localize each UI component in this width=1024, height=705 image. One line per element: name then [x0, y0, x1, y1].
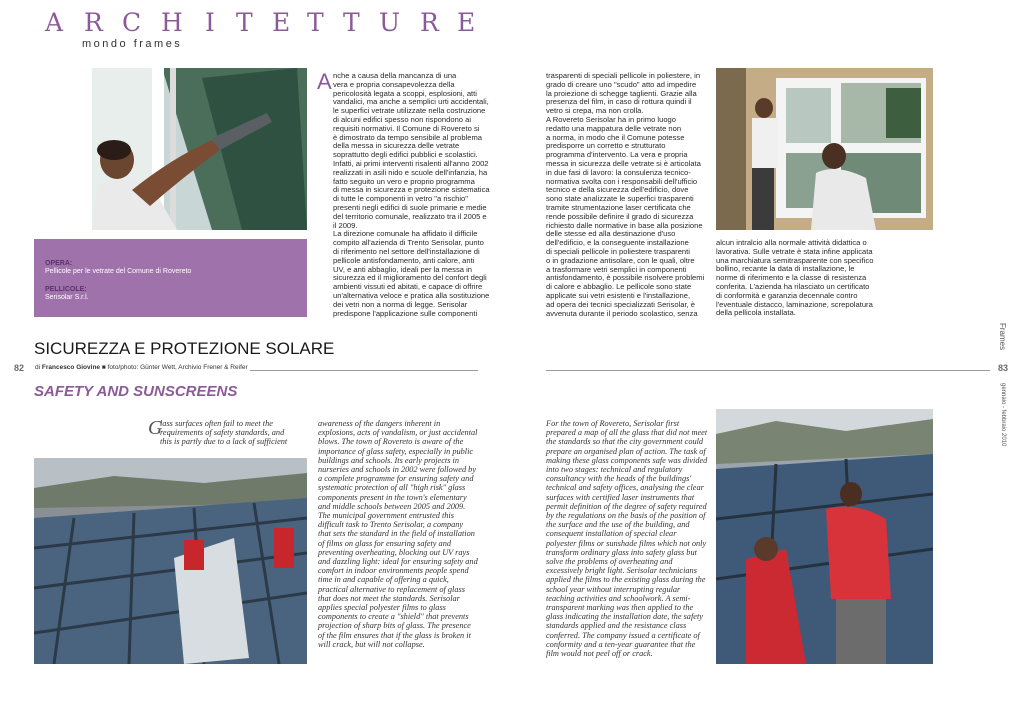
header-letter: U [379, 8, 401, 37]
page-number-left: 82 [14, 363, 25, 373]
italian-drop-cap: A [317, 69, 332, 94]
header-letter: A [45, 8, 64, 37]
photo-caption-box [34, 239, 307, 317]
header-letter: E [457, 8, 476, 37]
side-issue-date: gennaio - febbraio 2010 [1000, 383, 1006, 447]
divider-left [250, 370, 478, 371]
italian-column-1a [333, 72, 503, 318]
photo-roof-skylights [34, 458, 307, 664]
header-letter: I [205, 8, 215, 37]
header-letter: C [122, 8, 142, 37]
photo-worker-window [92, 68, 307, 230]
article-title-english: SAFETY AND SUNSCREENS [34, 383, 238, 400]
caption-pellicole-label: PELLICOLE: [45, 286, 87, 293]
article-title-italian: SICUREZZA E PROTEZIONE SOLARE [34, 339, 335, 358]
english-intro: lass surfaces often fail to meet the requirements of safety standards, and this is partly due to a lack of sufficient [160, 419, 288, 447]
page-number-right: 83 [998, 363, 1009, 373]
header-subtitle: mondo frames [82, 38, 183, 50]
header-letter: R [420, 8, 439, 37]
caption-pellicole-value: Serisolar S.r.l. [45, 294, 89, 301]
header-letter: T [343, 8, 360, 37]
byline [35, 364, 248, 371]
byline-separator: ■ [100, 364, 108, 371]
italian-column-2: trasparenti di speciali pellicole in poliestere, in grado di creare uno "scudo" atto ad impedire la proiezione di schegge taglienti. Grazie alla presenza del film, in caso di rottura quindi il vetro si crepa, ma non crolla. A Rovereto Serisolar ha in primo luogo redatto una mappatura delle vetrate non a norma, in modo che il Comune potesse predisporre un corretto e strutturato programma d'intervento. La vera e propria messa in sicurezza delle vetrate si è articolata in due fasi di lavoro: la consulenza tecnico- normativa svolta con i responsabili dell'ufficio tecnico e della sicurezza dell'edificio, dove sono state analizzate le superfici trasparenti tramite strumentazione laser certificata che rende possibile definire il grado di sicurezza richiesto dalle normative in base alla posizione delle stesse ed alla destinazione d'uso dell'edificio, e la conseguente installazione di speciali pellicole in poliestere trasparenti o in gradazione antisolare, con le quali, oltre a trasformare vetri semplici in componenti antisfondamento, è possibile risolvere problemi di calore e abbaglio. Le pellicole sono state applicate sui vetri esistenti e l'installazione, ad opera dei tecnici specializzati Serisolar, è avvenuta durante il periodo scolastico, senza [546, 71, 705, 318]
italian-col1-text: nche a causa della mancanza di una vera e propria consapevolezza della pericolosità legata a scoppi, esplosioni, atti vandalici, ma anche a semplici urti accidentali, le superfici vetrate utilizzate nella costruzione di alcuni edifici spesso non rispondono ai requisiti normativi. Il Comune di Rovereto si è dimostrato da tempo sensibile al problema della messa in sicurezza delle vetrate soprattutto degli edifici pubblici e scolastici. Infatti, ai primi interventi risalenti all'anno 2002 realizzati in asili nido e scuole dell'infanzia, ha fatto seguito un vero e proprio programma di messa in sicurezza e protezione sistematica di tutte le componenti in vetro "a rischio" presenti negli edifici di suole primarie e medie del territorio comunale, realizzato tra il 2005 e il 2009. La direzione comunale ha affidato il difficile compito all'azienda di Trento Serisolar, punto di riferimento nel settore dell'installazione di pellicole antisfondamento, anti calore, anti UV, e anti abbaglio, ideali per la messa in sicurezza ed il miglioramento del confort degli ambienti vissuti ed abitati, e capace di offrire un'alternativa veloce e pratica alla sostituzione dei vetri non a norma di legge. Serisolar predispone l'applicazione sulle componenti [333, 71, 490, 318]
header-letter: T [236, 8, 253, 37]
byline-author: Francesco Giovine [41, 364, 101, 371]
caption-opera-value: Pellicole per le vetrate del Comune di Rovereto [45, 268, 192, 275]
header-letter: T [307, 8, 324, 37]
photo-roof-workers [716, 409, 933, 664]
photo-workers-windows [716, 68, 933, 230]
byline-photos: foto/photo: Günter Wett, Archivio Frener & Reifer [107, 364, 248, 371]
byline-prefix: di [35, 364, 42, 371]
caption-opera-label: OPERA: [45, 260, 73, 267]
italian-column-3: alcun intralcio alla normale attività didattica o lavorativa. Sulle vetrate è stata infine applicata una marchiatura semitrasparente con specifico bollino, recante la data di installazione, le norme di riferimento e la classe di resistenza conferita. L'azienda ha rilasciato un certificato di conformità e garanzia decennale contro l'eventuale distacco, laminazione, screpolatura della pellicola installata. [716, 238, 874, 318]
header-letter: E [272, 8, 291, 37]
header-letter: H [161, 8, 183, 37]
english-column-2: awareness of the dangers inherent in explosions, acts of vandalism, or just accidental blows. The town of Rovereto is aware of the importance of glass safety, especially in public buildings and schools. Its early projects in nurseries and schools in 2002 were followed by a complete programme for ensuring safety and systematic protection of all "high risk" glass components present in the town's elementary and middle schools between 2005 and 2009. The municipal government entrusted this difficult task to Trento Serisolar, a company that sets the standard in the field of installation of films on glass for ensuring safety and preventing overheating, blocking out UV rays and dazzling light: ideal for ensuring safety and comfort in indoor environments people spend time in and capable of offering a quick, practical alternative to replacement of glass that does not meet the standards. Serisolar applies special polyester films to glass components to create a "shield" that prevents projection of sharp bits of glass. The presence of the film ensures that if the glass is broken it will crack, but will not collapse. [318, 419, 478, 649]
side-section-name: Frames [998, 323, 1007, 351]
divider-right [546, 370, 990, 371]
english-column-3: For the town of Rovereto, Serisolar first prepared a map of all the glass that did not meet the standards so that the city government could prepare an organised plan of action. The task of making these glass components safe was divided into two stages: technical and regulatory consultancy with the heads of the buildings' technical and safety offices, analysing the clear surfaces with certified laser instruments that permit definition of the degree of safety required by the regulations on the basis of the position of the surface and the use of the building, and consequent installation of special clear polyester films or sunshade films which not only transform ordinary glass into safety glass but solve the problems of overheating and excessively bright light. Serisolar technicians applied the films to the existing glass during the school year without interrupting regular teaching activities and schoolwork. A semi-transparent marking was then applied to the glass indicating the installation date, the safety standards applied and the resistance class conferred. The company issued a certificate of conformity and a ten-year guarantee that the film would not peel off or crack. [546, 419, 708, 659]
header-letter: R [84, 8, 103, 37]
english-drop-cap: G [148, 417, 163, 439]
